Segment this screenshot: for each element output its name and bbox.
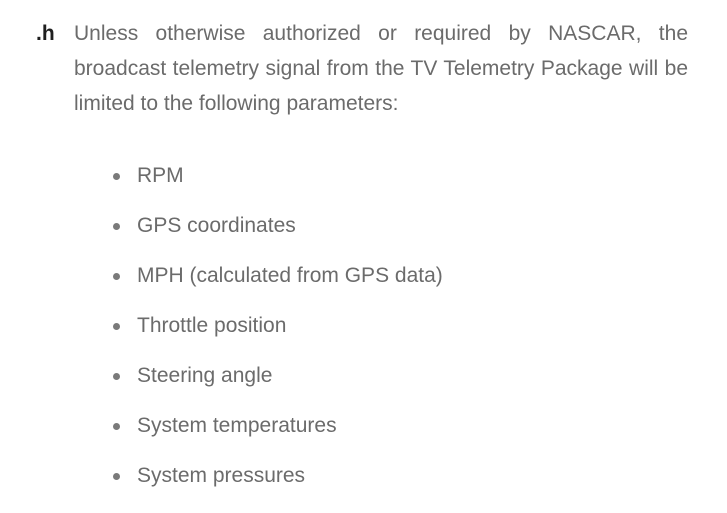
list-item <box>110 451 443 501</box>
bullet-icon <box>113 373 120 380</box>
list-item <box>110 201 443 251</box>
list-item <box>110 301 443 351</box>
clause-text: Unless otherwise authorized or required by NASCAR, the broadcast telemetry signal from the TV Telemetry Package will be limited to the following parameters: <box>74 22 688 115</box>
list-item <box>110 151 443 201</box>
list-item <box>110 351 443 401</box>
bullet-icon <box>113 473 120 480</box>
bullet-icon <box>113 173 120 180</box>
bullet-icon <box>113 323 120 330</box>
parameter-list <box>110 151 443 501</box>
parameter-label: RPM <box>137 164 184 187</box>
parameter-label: GPS coordinates <box>137 214 296 237</box>
clause-h <box>36 16 688 121</box>
bullet-icon <box>113 423 120 430</box>
parameter-label: Throttle position <box>137 314 287 337</box>
parameter-label: System temperatures <box>137 414 337 437</box>
bullet-icon <box>113 273 120 280</box>
bullet-icon <box>113 223 120 230</box>
list-item <box>110 251 443 301</box>
parameter-label: Steering angle <box>137 364 273 387</box>
clause-label: .h <box>36 22 55 45</box>
parameter-label: MPH (calculated from GPS data) <box>137 264 443 287</box>
list-item <box>110 401 443 451</box>
parameter-label: System pressures <box>137 464 306 487</box>
